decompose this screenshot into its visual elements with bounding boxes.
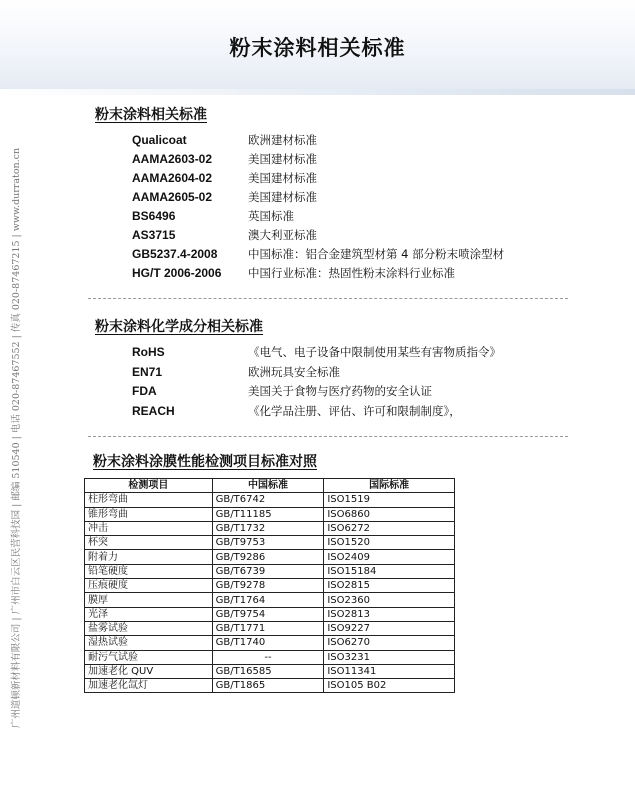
standard-description: 美国关于食物与医疗药物的安全认证: [248, 384, 432, 398]
standard-description: 中国行业标准：热固性粉末涂料行业标准: [248, 266, 455, 280]
test-item-cell: 光泽: [85, 607, 213, 621]
standard-description: 美国建材标准: [248, 152, 317, 166]
standard-code: HG/T 2006-2006: [132, 266, 222, 280]
china-standard-cell: GB/T9753: [212, 536, 324, 550]
divider-2: [88, 436, 568, 437]
col-header-intl-standard: 国际标准: [324, 479, 455, 493]
test-item-cell: 铅笔硬度: [85, 564, 213, 578]
intl-standard-cell: ISO1520: [324, 536, 455, 550]
standard-description: 中国标准：铝合金建筑型材第 4 部分粉末喷涂型材: [248, 247, 505, 261]
intl-standard-cell: ISO6270: [324, 636, 455, 650]
intl-standard-cell: ISO15184: [324, 564, 455, 578]
standard-code: Qualicoat: [132, 133, 187, 147]
standard-description: 英国标准: [248, 209, 294, 223]
standards-comparison-table: [84, 478, 455, 693]
china-standard-cell: --: [212, 650, 324, 664]
test-item-cell: 加速老化氙灯: [85, 679, 213, 693]
table-row: [85, 564, 455, 578]
standard-code: GB5237.4-2008: [132, 247, 218, 261]
header-band: [0, 89, 635, 95]
test-item-cell: 附着力: [85, 550, 213, 564]
test-item-cell: 锥形弯曲: [85, 507, 213, 521]
china-standard-cell: GB/T9754: [212, 607, 324, 621]
standard-code: BS6496: [132, 209, 176, 223]
china-standard-cell: GB/T1771: [212, 621, 324, 635]
table-header-row: [85, 479, 455, 493]
standard-description: 欧洲建材标准: [248, 133, 317, 147]
intl-standard-cell: ISO3231: [324, 650, 455, 664]
divider-1: [88, 298, 568, 299]
test-item-cell: 膜厚: [85, 593, 213, 607]
section1-title: 粉末涂料相关标准: [95, 107, 207, 123]
china-standard-cell: GB/T1732: [212, 521, 324, 535]
china-standard-cell: GB/T11185: [212, 507, 324, 521]
china-standard-cell: GB/T9278: [212, 579, 324, 593]
table-row: [85, 650, 455, 664]
table-row: [85, 536, 455, 550]
intl-standard-cell: ISO105 B02: [324, 679, 455, 693]
china-standard-cell: GB/T9286: [212, 550, 324, 564]
test-item-cell: 杯突: [85, 536, 213, 550]
china-standard-cell: GB/T16585: [212, 664, 324, 678]
test-item-cell: 冲击: [85, 521, 213, 535]
standard-description: 美国建材标准: [248, 190, 317, 204]
intl-standard-cell: ISO1519: [324, 493, 455, 507]
intl-standard-cell: ISO2409: [324, 550, 455, 564]
standard-description: 《电气、电子设备中限制使用某些有害物质指令》: [248, 345, 501, 359]
intl-standard-cell: ISO9227: [324, 621, 455, 635]
test-item-cell: 柱形弯曲: [85, 493, 213, 507]
section3-title: 粉末涂料涂膜性能检测项目标准对照: [93, 454, 317, 470]
china-standard-cell: GB/T6739: [212, 564, 324, 578]
standard-code: RoHS: [132, 345, 165, 359]
intl-standard-cell: ISO11341: [324, 664, 455, 678]
table-row: [85, 493, 455, 507]
table-row: [85, 507, 455, 521]
table-row: [85, 521, 455, 535]
col-header-test-item: 检测项目: [85, 479, 213, 493]
table-row: [85, 621, 455, 635]
standard-description: 澳大利亚标准: [248, 228, 317, 242]
table-row: [85, 607, 455, 621]
side-company-info: 广州道顿新材料有限公司 | 广州市白云区民营科技园 | 邮编 510540 | 电话 020-87467552 | 传真 020-87467215 | www.durraton.cn: [11, 147, 22, 729]
standard-description: 美国建材标准: [248, 171, 317, 185]
table-row: [85, 550, 455, 564]
standard-code: FDA: [132, 384, 157, 398]
standard-description: 《化学品注册、评估、许可和限制制度》，: [248, 403, 461, 418]
intl-standard-cell: ISO2360: [324, 593, 455, 607]
intl-standard-cell: ISO2813: [324, 607, 455, 621]
standard-code: REACH: [132, 403, 175, 418]
standard-code: AS3715: [132, 228, 176, 242]
table-row: [85, 679, 455, 693]
table-row: [85, 579, 455, 593]
intl-standard-cell: ISO2815: [324, 579, 455, 593]
standard-code: AAMA2605-02: [132, 190, 213, 204]
test-item-cell: 盐雾试验: [85, 621, 213, 635]
china-standard-cell: GB/T6742: [212, 493, 324, 507]
test-item-cell: 压痕硬度: [85, 579, 213, 593]
test-item-cell: 加速老化 QUV: [85, 664, 213, 678]
page-title: 粉末涂料相关标准: [229, 35, 406, 60]
intl-standard-cell: ISO6860: [324, 507, 455, 521]
col-header-china-standard: 中国标准: [212, 479, 324, 493]
china-standard-cell: GB/T1764: [212, 593, 324, 607]
table-row: [85, 664, 455, 678]
china-standard-cell: GB/T1865: [212, 679, 324, 693]
standard-code: AAMA2603-02: [132, 152, 213, 166]
table-row: [85, 636, 455, 650]
standard-description: 欧洲玩具安全标准: [248, 364, 340, 379]
table-row: [85, 593, 455, 607]
test-item-cell: 耐污气试验: [85, 650, 213, 664]
test-item-cell: 湿热试验: [85, 636, 213, 650]
china-standard-cell: GB/T1740: [212, 636, 324, 650]
intl-standard-cell: ISO6272: [324, 521, 455, 535]
section2-title: 粉末涂料化学成分相关标准: [95, 319, 263, 335]
standard-code: AAMA2604-02: [132, 171, 213, 185]
standard-code: EN71: [132, 364, 163, 379]
